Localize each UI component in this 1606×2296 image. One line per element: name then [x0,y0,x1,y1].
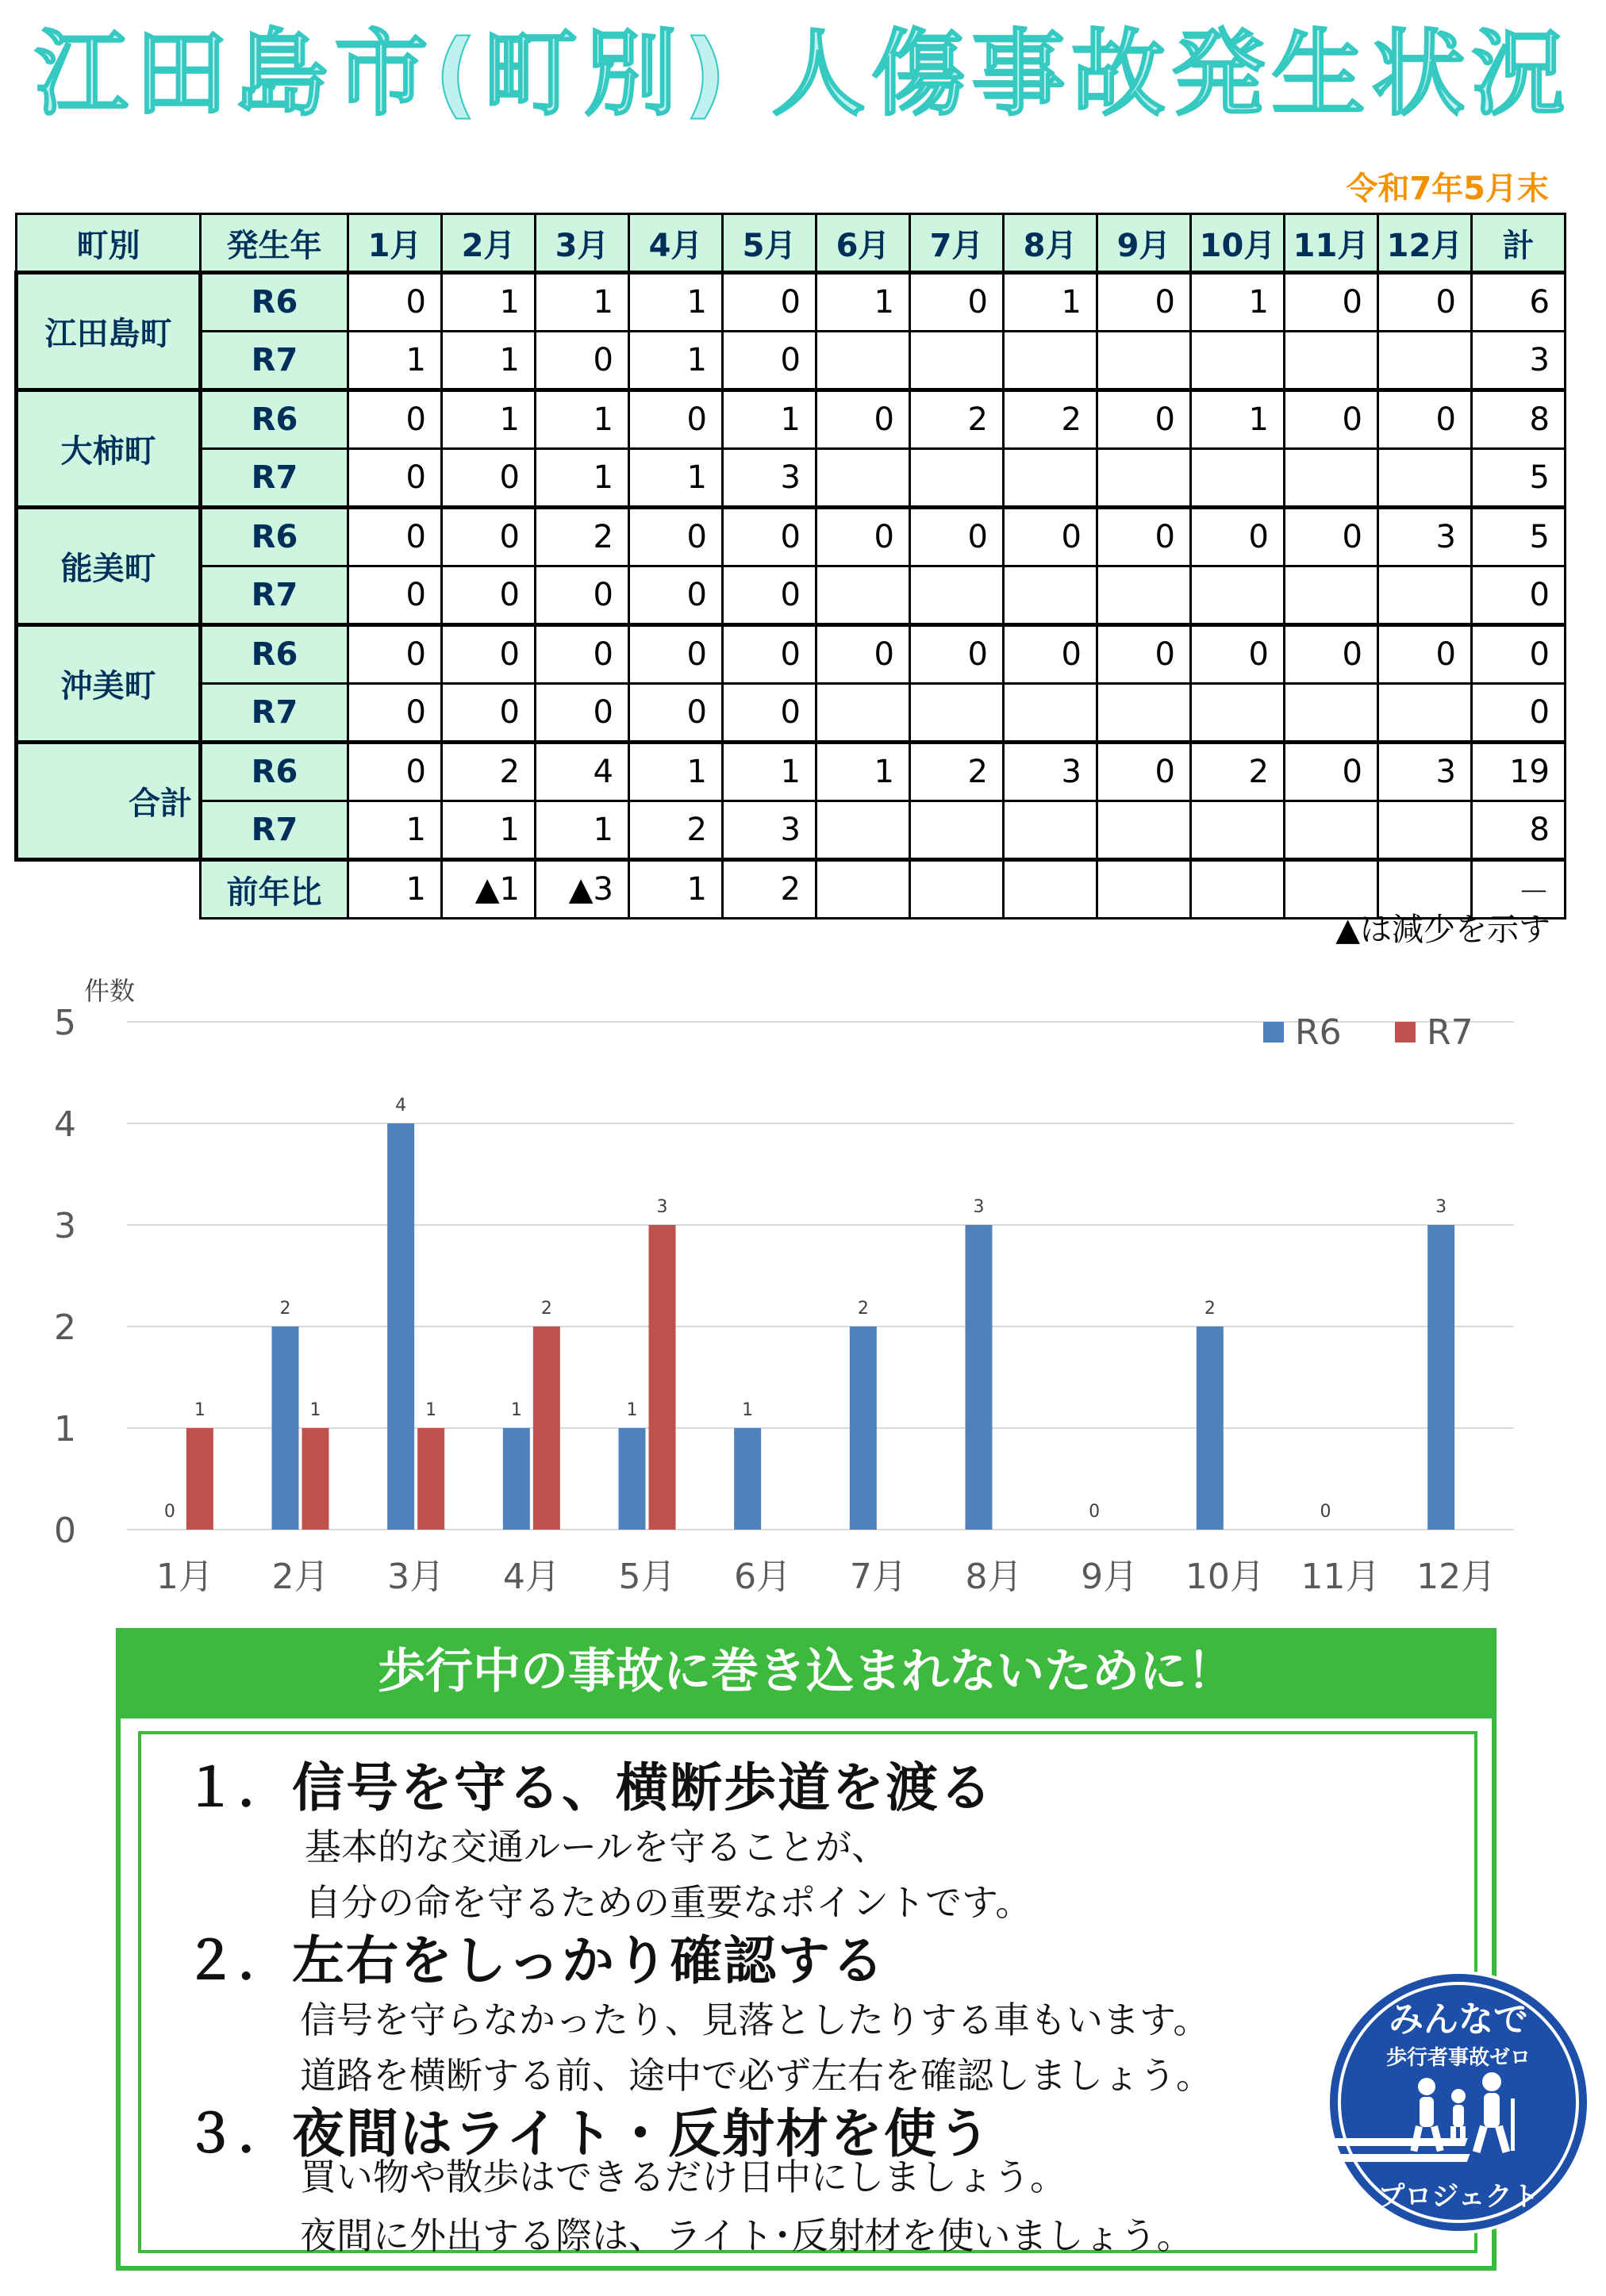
table-cell: 0 [723,273,816,332]
table-row [17,449,1566,508]
table-cell [1004,801,1097,860]
data-label: 1 [194,1400,206,1420]
year-cell: R7 [201,684,348,743]
town-name: 大柿町 [17,390,201,508]
table-cell: 19 [1472,743,1566,801]
data-label: 1 [425,1400,437,1420]
column-header: 8月 [1004,214,1097,273]
table-cell: 0 [1285,390,1378,449]
table-row [17,801,1566,860]
table-cell: 1 [442,390,536,449]
table-cell [1004,684,1097,743]
table-header-row [17,214,1566,273]
table-cell: 0 [723,508,816,566]
table-cell [1191,566,1285,625]
legend-label: R6 [1295,1012,1342,1053]
table-cell: 0 [1097,390,1191,449]
table-cell: 0 [1097,508,1191,566]
table-cell: 0 [1285,273,1378,332]
table-cell: 1 [1004,273,1097,332]
ratio-cell [910,860,1004,919]
column-header: 12月 [1378,214,1472,273]
table-cell: 1 [723,390,816,449]
table-row [17,566,1566,625]
table-cell [816,449,910,508]
table-cell: 1 [442,332,536,390]
column-header: 町別 [17,214,201,273]
table-cell [1285,332,1378,390]
tip-3-line-2: 夜間に外出する際は、ライト･反射材を使いましょう。 [300,2214,1193,2257]
bar-r7 [186,1428,213,1530]
year-cell: R7 [201,332,348,390]
table-cell: 0 [1285,743,1378,801]
advice-box [116,1714,1496,2271]
table-cell: 1 [536,273,629,332]
ratio-cell: － [1472,860,1566,919]
table-cell: 2 [910,743,1004,801]
table-cell [910,332,1004,390]
table-cell: 0 [1191,625,1285,684]
table-cell [1285,684,1378,743]
table-cell: 3 [1004,743,1097,801]
x-tick-label: 10月 [1185,1557,1265,1597]
table-cell: 0 [1097,743,1191,801]
table-cell [816,684,910,743]
ratio-cell [1097,860,1191,919]
data-label: 3 [656,1197,668,1217]
bar-r6 [966,1225,993,1530]
page-title: 江田島市(町別) 人傷事故発生状況 [34,19,1572,129]
column-header: 10月 [1191,214,1285,273]
table-cell: 0 [910,273,1004,332]
table-cell [1097,566,1191,625]
data-label: 1 [510,1400,522,1420]
x-tick-label: 11月 [1301,1557,1381,1597]
table-cell: 0 [723,332,816,390]
year-cell: R6 [201,390,348,449]
table-cell: 0 [348,566,442,625]
table-cell: 6 [1472,273,1566,332]
table-cell: 3 [1378,508,1472,566]
table-cell: 0 [910,508,1004,566]
bar-r6 [272,1327,299,1530]
x-tick-label: 6月 [734,1557,792,1597]
ratio-cell: 1 [629,860,723,919]
table-cell [816,801,910,860]
tip-3-title: ３．夜間はライト・反射材を使う [184,2103,993,2164]
table-cell: 2 [1004,390,1097,449]
year-cell: R7 [201,449,348,508]
x-tick-label: 3月 [387,1557,445,1597]
table-cell: 1 [536,801,629,860]
column-header: 11月 [1285,214,1378,273]
year-cell: R6 [201,625,348,684]
table-cell: 0 [442,508,536,566]
y-tick-label: 1 [54,1409,76,1449]
legend-label: R7 [1427,1012,1473,1053]
year-cell: R6 [201,508,348,566]
table-row [17,390,1566,449]
table-cell [1191,801,1285,860]
bar-r6 [734,1428,761,1530]
table-cell [1097,801,1191,860]
bar-r6 [619,1428,646,1530]
table-cell: 1 [1191,390,1285,449]
data-label: 2 [1204,1299,1216,1319]
table-cell: 0 [1097,273,1191,332]
data-label: 1 [742,1400,754,1420]
table-cell [1004,332,1097,390]
y-axis-label: 件数 [84,976,136,1006]
table-cell: 0 [1378,273,1472,332]
table-cell [1097,332,1191,390]
table-cell: 1 [442,273,536,332]
table-cell: 0 [1097,625,1191,684]
data-label: 2 [857,1299,869,1319]
bar-r6 [1197,1327,1224,1530]
table-cell: 0 [629,508,723,566]
column-header: 5月 [723,214,816,273]
table-row [17,273,1566,332]
badge-line-1: みんなで [1389,1999,1528,2040]
y-tick-label: 2 [54,1307,76,1348]
table-cell: 0 [723,566,816,625]
table-cell: 0 [1472,566,1566,625]
table-cell: 0 [536,566,629,625]
table-row [17,684,1566,743]
table-cell: 1 [629,332,723,390]
table-cell: 3 [723,449,816,508]
table-row [17,625,1566,684]
y-tick-label: 0 [54,1511,76,1551]
badge-line-3: プロジェクト [1377,2181,1539,2213]
table-cell: 1 [629,449,723,508]
table-cell: 3 [723,801,816,860]
column-header: 3月 [536,214,629,273]
table-cell [1285,801,1378,860]
tip-3-line-1: 買い物や散歩はできるだけ日中にしましょう。 [300,2156,1066,2198]
ratio-cell: 1 [348,860,442,919]
ratio-label: 前年比 [201,860,348,919]
table-cell: 8 [1472,390,1566,449]
table-cell: 4 [536,743,629,801]
table-cell: 0 [348,684,442,743]
accident-table [14,213,1566,920]
town-name: 江田島町 [17,273,201,390]
table-cell [816,566,910,625]
table-cell: 0 [1472,684,1566,743]
table-cell: 0 [1378,625,1472,684]
x-tick-label: 7月 [849,1557,907,1597]
bar-r7 [533,1327,560,1530]
table-cell: 0 [442,566,536,625]
table-cell: 0 [629,566,723,625]
table-cell: 0 [348,625,442,684]
table-cell: 0 [348,449,442,508]
blank-cell [17,860,201,919]
table-cell: 1 [442,801,536,860]
ratio-cell: 2 [723,860,816,919]
town-name: 合計 [17,743,201,860]
data-label: 3 [1435,1197,1447,1217]
bar-r6 [387,1123,414,1530]
x-tick-label: 4月 [502,1557,560,1597]
bar-r7 [302,1428,329,1530]
year-cell: R6 [201,273,348,332]
column-header: 1月 [348,214,442,273]
table-cell [1097,449,1191,508]
table-cell: 1 [723,743,816,801]
data-label: 3 [973,1197,985,1217]
column-header: 4月 [629,214,723,273]
table-cell: 2 [629,801,723,860]
table-cell [1004,449,1097,508]
table-cell [910,684,1004,743]
table-cell: 1 [816,743,910,801]
x-tick-label: 2月 [271,1557,329,1597]
data-label: 2 [279,1299,291,1319]
ratio-cell: ▲3 [536,860,629,919]
monthly-accident-chart [0,968,1606,1626]
table-cell [816,332,910,390]
column-header: 9月 [1097,214,1191,273]
y-tick-label: 5 [54,1003,76,1043]
table-cell: 1 [348,801,442,860]
data-label: 2 [540,1299,552,1319]
table-cell: 3 [1378,743,1472,801]
bar-r6 [1427,1225,1454,1530]
tip-2-line-2: 道路を横断する前、途中で必ず左右を確認しましょう。 [300,2054,1212,2097]
tip-1-title: １．信号を守る、横断歩道を渡る [184,1757,993,1818]
column-header: 発生年 [201,214,348,273]
ratio-cell [1004,860,1097,919]
bar-r6 [850,1327,877,1530]
badge-line-2: 歩行者事故ゼロ [1385,2046,1531,2070]
table-cell: 5 [1472,508,1566,566]
x-tick-label: 12月 [1416,1557,1496,1597]
table-cell [1097,684,1191,743]
table-cell [1191,449,1285,508]
table-cell: 1 [629,273,723,332]
y-tick-label: 3 [54,1206,76,1246]
table-cell: 2 [910,390,1004,449]
y-tick-label: 4 [54,1104,76,1145]
table-cell [1378,684,1472,743]
column-header: 7月 [910,214,1004,273]
bar-r7 [417,1428,444,1530]
table-cell: 0 [723,625,816,684]
data-label: 0 [163,1502,175,1522]
table-cell: 0 [442,449,536,508]
legend-swatch [1263,1022,1284,1042]
column-header: 計 [1472,214,1566,273]
x-tick-label: 9月 [1081,1557,1139,1597]
table-cell: 0 [442,625,536,684]
advice-heading: 歩行中の事故に巻き込まれないために！ [116,1628,1496,1715]
table-cell [910,566,1004,625]
column-header: 6月 [816,214,910,273]
table-cell [910,801,1004,860]
ratio-row [17,860,1566,919]
table-cell: 0 [816,390,910,449]
table-cell [1378,566,1472,625]
bar-r6 [503,1428,530,1530]
table-cell: 0 [536,332,629,390]
table-cell: 0 [1285,625,1378,684]
table-cell: 0 [536,625,629,684]
table-cell [1191,684,1285,743]
table-cell: 0 [1472,625,1566,684]
table-row [17,332,1566,390]
table-cell: 0 [442,684,536,743]
table-cell: 0 [723,684,816,743]
table-cell: 1 [536,390,629,449]
table-cell [1285,566,1378,625]
data-label: 4 [395,1096,407,1115]
column-header: 2月 [442,214,536,273]
town-name: 沖美町 [17,625,201,743]
tip-1-line-2: 自分の命を守るための重要なポイントです。 [305,1881,1032,1924]
table-cell [1378,332,1472,390]
table-cell: 0 [629,625,723,684]
table-cell: 0 [348,390,442,449]
decrease-note: ▲は減少を示す [1335,912,1550,948]
ratio-cell [1191,860,1285,919]
data-label: 0 [1089,1502,1101,1522]
table-cell: 0 [1004,508,1097,566]
data-label: 0 [1320,1502,1331,1522]
tip-2-title: ２．左右をしっかり確認する [184,1930,886,1991]
table-cell: 0 [1004,625,1097,684]
data-label: 1 [626,1400,638,1420]
table-cell: 0 [536,684,629,743]
x-tick-label: 1月 [156,1557,213,1597]
table-cell: 5 [1472,449,1566,508]
table-cell: 0 [348,273,442,332]
table-cell: 0 [629,684,723,743]
report-date: 令和7年5月末 [1346,171,1549,207]
table-cell: 2 [442,743,536,801]
ratio-cell [816,860,910,919]
tip-2-line-1: 信号を守らなかったり、見落としたりする車もいます。 [300,1998,1210,2041]
table-cell: 0 [348,743,442,801]
table-cell: 0 [910,625,1004,684]
year-cell: R7 [201,801,348,860]
table-cell: 3 [1472,332,1566,390]
town-name: 能美町 [17,508,201,625]
table-cell [1191,332,1285,390]
table-cell: 8 [1472,801,1566,860]
table-cell: 0 [629,390,723,449]
table-cell: 1 [816,273,910,332]
table-cell: 0 [1285,508,1378,566]
data-label: 1 [309,1400,321,1420]
year-cell: R7 [201,566,348,625]
table-cell [1378,801,1472,860]
table-cell: 0 [348,508,442,566]
legend-swatch [1395,1022,1416,1042]
x-tick-label: 5月 [618,1557,676,1597]
x-tick-label: 8月 [965,1557,1023,1597]
table-row [17,743,1566,801]
table-cell: 1 [536,449,629,508]
tip-1-line-1: 基本的な交通ルールを守ることが、 [305,1826,889,1868]
ratio-cell: ▲1 [442,860,536,919]
table-cell [1004,566,1097,625]
table-cell: 1 [348,332,442,390]
table-cell [910,449,1004,508]
table-cell: 2 [536,508,629,566]
table-row [17,508,1566,566]
table-cell: 0 [816,508,910,566]
table-cell: 2 [1191,743,1285,801]
project-badge [1324,1968,1593,2237]
table-cell [1378,449,1472,508]
table-cell: 0 [1378,390,1472,449]
table-cell: 1 [1191,273,1285,332]
table-cell [1285,449,1378,508]
bar-r7 [649,1225,676,1530]
table-cell: 0 [1191,508,1285,566]
table-cell: 1 [629,743,723,801]
year-cell: R6 [201,743,348,801]
table-cell: 0 [816,625,910,684]
